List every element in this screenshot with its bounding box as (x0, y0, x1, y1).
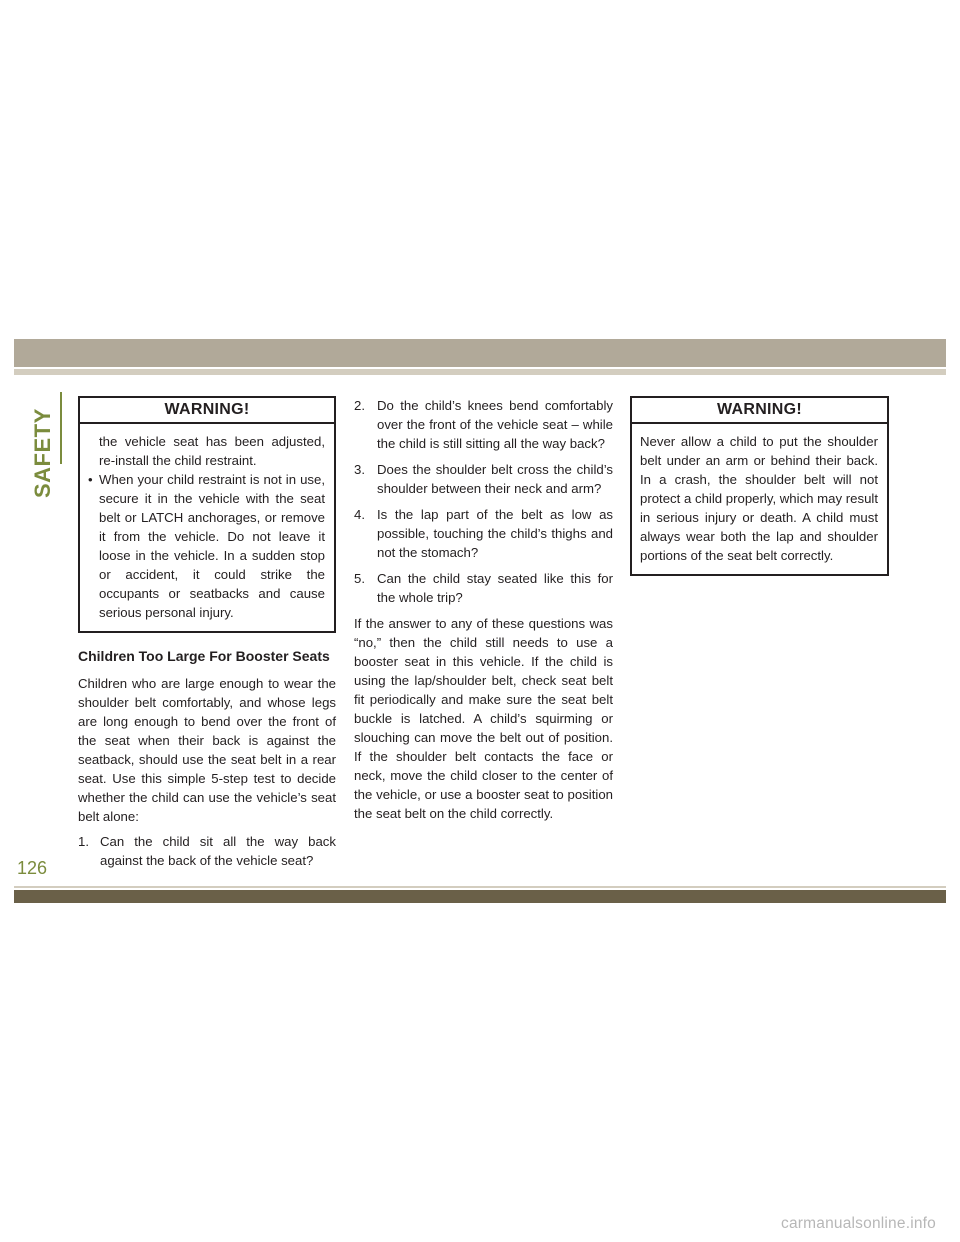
footer-band (14, 890, 946, 903)
section-tab: SAFETY (30, 408, 55, 498)
step-text: Does the shoulder belt cross the child’s shoulder between their neck and arm? (377, 462, 613, 496)
step-number: 2. (354, 398, 365, 413)
step-number: 5. (354, 571, 365, 586)
watermark: carmanualsonline.info (781, 1215, 936, 1232)
page-number: 126 (17, 858, 48, 878)
column-3 (630, 396, 889, 576)
step-text: Is the lap part of the belt as low as possible, touching the child’s thighs and not the stomach? (377, 507, 613, 560)
section-heading: Children Too Large For Booster Seats (78, 648, 330, 664)
test-step-4 (354, 505, 613, 562)
footer-rule (14, 886, 946, 888)
warning-box-2 (630, 396, 889, 576)
step-text: Can the child stay seated like this for the whole trip? (377, 571, 613, 605)
warning-box-1 (78, 396, 336, 633)
section-tab-rule (60, 392, 62, 464)
header-band (14, 339, 946, 367)
step-text: Do the child’s knees bend comfortably over the front of the vehicle seat – while the child is still sitting all the way back? (377, 398, 613, 451)
test-step-5 (354, 569, 613, 607)
step-number: 4. (354, 507, 365, 522)
column-2 (354, 396, 613, 829)
step-number: 1. (78, 834, 89, 849)
column-1 (78, 396, 336, 877)
header-rule (14, 369, 946, 375)
warning-continued-text: the vehicle seat has been adjusted, re-install the child restraint. (99, 434, 325, 468)
body-paragraph: Children who are large enough to wear the shoulder belt comfortably, and whose legs are long enough to bend over the front of the seat when their back is against the seatback, should use the seat belt in a rear seat. Use this simple 5-step test to decide whether the child can use the vehicle’s seat belt alone: (78, 676, 336, 824)
warning-bullet: • When your child restraint is not in use, secure it in the vehicle with the seat belt or LATCH anchorages, or remove it from the vehicle. Do not leave it loose in the vehicle. In a sudden stop or accident, it could strike the occupants or seatbacks and cause serious personal injury. (88, 470, 325, 622)
warning-body-2: Never allow a child to put the shoulder belt under an arm or behind their back. In a crash, the shoulder belt will not protect a child properly, which may result in serious injury or death. A child must always wear both the lap and shoulder portions of the seat belt correctly. (640, 434, 878, 563)
step-text: Can the child sit all the way back against the back of the vehicle seat? (100, 834, 336, 868)
body-paragraph: If the answer to any of these questions was “no,” then the child still needs to use a booster seat in this vehicle. If the child is using the lap/shoulder belt, check seat belt fit periodically and make sure the seat belt buckle is latched. A child’s squirming or slouching can move the belt out of position. If the shoulder belt contacts the face or neck, move the child closer to the center of the vehicle, or use a booster seat to position the seat belt on the child correctly. (354, 616, 613, 821)
test-step-2 (354, 396, 613, 453)
step-number: 3. (354, 462, 365, 477)
warning-title-2: WARNING! (632, 398, 887, 424)
warning-body-1 (80, 424, 334, 631)
test-step-3 (354, 460, 613, 498)
test-step-1 (78, 832, 336, 870)
warning-title-1: WARNING! (80, 398, 334, 424)
